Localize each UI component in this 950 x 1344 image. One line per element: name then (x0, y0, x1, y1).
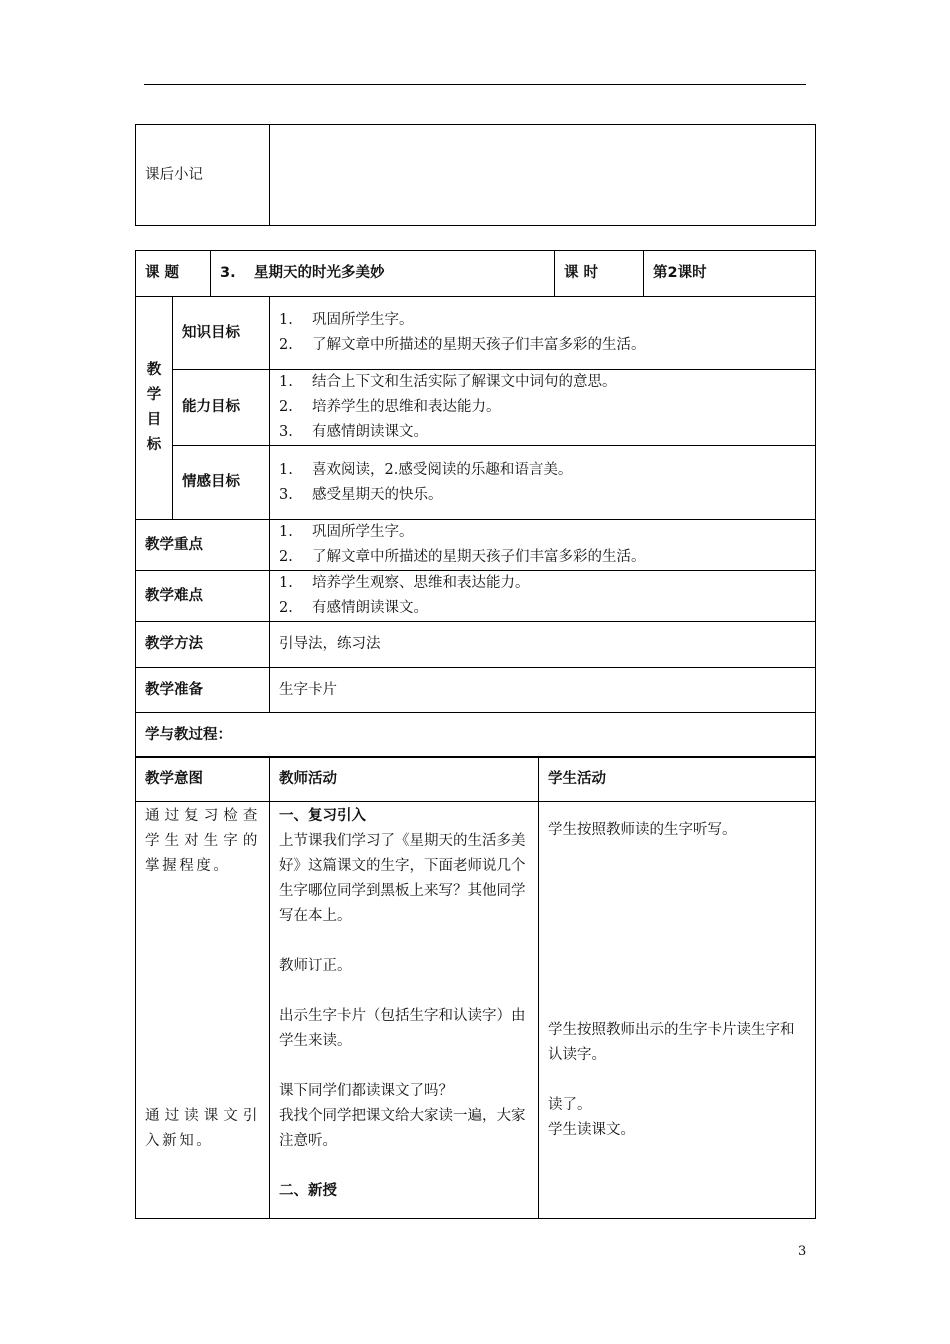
item-text: 结合上下文和生活实际了解课文中词句的意思。 (312, 374, 617, 390)
ability-objective-list (270, 370, 816, 446)
topic-number: 3. (220, 265, 236, 281)
teacher-para-3: 出示生字卡片（包括生字和认读字）由学生来读。 (279, 1008, 526, 1049)
after-class-table (135, 124, 816, 226)
objectives-char-4: 标 (146, 437, 162, 453)
key-points-row (136, 520, 816, 571)
item-number: 2. (279, 399, 293, 415)
list-item (279, 333, 806, 358)
list-item (279, 395, 806, 420)
header-rule (144, 84, 806, 85)
topic-title (211, 251, 555, 297)
preparation-row (136, 668, 816, 713)
teacher-para-1: 上节课我们学习了《星期天的生活多美好》这篇课文的生字，下面老师说几个生字哪位同学到黑板上来写？其他同学写在本上。 (279, 833, 526, 924)
item-number: 1. (279, 524, 293, 540)
process-body-row (136, 802, 816, 1219)
knowledge-objective-row (136, 297, 816, 370)
intent-1: 通过复习检查学生对生字的掌握程度。 (145, 808, 260, 874)
list-item (279, 420, 806, 445)
item-text: 巩固所学生字。 (312, 312, 414, 328)
objectives-char-1: 教 (146, 362, 162, 378)
preparation-value: 生字卡片 (270, 668, 816, 713)
difficulties-label: 教学难点 (136, 571, 270, 622)
student-cell (539, 802, 816, 1219)
col-teacher-header: 教师活动 (270, 757, 539, 802)
item-text: 有感情朗读课文。 (312, 424, 428, 440)
item-number: 1. (279, 461, 293, 478)
hours-value: 第2课时 (644, 251, 816, 297)
topic-row (136, 251, 816, 297)
difficulties-list (270, 571, 816, 622)
item-number: 1. (279, 312, 293, 328)
objectives-group-label (136, 297, 173, 520)
item-number: 2. (279, 337, 293, 353)
list-item (279, 483, 806, 508)
item-number: 3. (279, 424, 293, 440)
emotion-objective-row (136, 446, 816, 520)
student-activity-4: 学生读课文。 (548, 1122, 635, 1138)
topic-title-text: 星期天的时光多美妙 (254, 265, 385, 281)
item-number: 2. (279, 549, 293, 565)
col-intent-header: 教学意图 (136, 757, 270, 802)
objectives-char-2: 学 (146, 387, 162, 403)
item-text: 巩固所学生字。 (312, 524, 414, 540)
item-text: 喜欢阅读，2.感受阅读的乐趣和语言美。 (312, 461, 573, 478)
teacher-para-2: 教师订正。 (279, 958, 352, 974)
objectives-char-3: 目 (146, 412, 162, 428)
hours-label: 课 时 (555, 251, 644, 297)
student-activity-1: 学生按照教师读的生字听写。 (548, 822, 737, 838)
section-1-title: 一、复习引入 (279, 808, 366, 824)
process-header-row (136, 757, 816, 802)
item-text: 感受星期天的快乐。 (312, 486, 443, 503)
list-item (279, 545, 806, 570)
topic-label: 课 题 (136, 251, 211, 297)
item-text: 培养学生的思维和表达能力。 (312, 399, 501, 415)
key-points-label: 教学重点 (136, 520, 270, 571)
item-text: 了解文章中所描述的星期天孩子们丰富多彩的生活。 (312, 549, 646, 565)
ability-objective-row (136, 370, 816, 446)
student-activity-2: 学生按照教师出示的生字卡片读生字和认读字。 (548, 1022, 795, 1063)
difficulties-row (136, 571, 816, 622)
method-row (136, 622, 816, 668)
lesson-plan-table (135, 250, 816, 758)
preparation-label: 教学准备 (136, 668, 270, 713)
after-class-content (270, 125, 816, 226)
list-item (279, 370, 806, 395)
process-title: 学与教过程： (136, 713, 816, 758)
emotion-objective-label: 情感目标 (173, 446, 270, 520)
list-item (279, 458, 806, 483)
list-item (279, 571, 806, 596)
item-text: 了解文章中所描述的星期天孩子们丰富多彩的生活。 (312, 337, 646, 353)
item-number: 1. (279, 575, 293, 591)
list-item (279, 520, 806, 545)
knowledge-objective-list (270, 297, 816, 370)
knowledge-objective-label: 知识目标 (173, 297, 270, 370)
teacher-para-4a: 课下同学们都读课文了吗？ (279, 1083, 453, 1099)
item-number: 2. (279, 600, 293, 616)
item-text: 培养学生观察、思维和表达能力。 (312, 575, 530, 591)
process-table (135, 756, 816, 1219)
item-number: 1. (279, 374, 293, 390)
process-title-row (136, 713, 816, 758)
intent-cell (136, 802, 270, 1219)
page-number: 3 (798, 1244, 807, 1259)
method-label: 教学方法 (136, 622, 270, 668)
section-2-title: 二、新授 (279, 1183, 337, 1199)
method-value: 引导法，练习法 (270, 622, 816, 668)
teacher-cell (270, 802, 539, 1219)
item-number: 3. (279, 486, 293, 503)
after-class-label: 课后小记 (136, 125, 270, 226)
key-points-list (270, 520, 816, 571)
intent-2: 通过读课文引入新知。 (145, 1108, 260, 1149)
ability-objective-label: 能力目标 (173, 370, 270, 446)
col-student-header: 学生活动 (539, 757, 816, 802)
list-item (279, 596, 806, 621)
emotion-objective-list (270, 446, 816, 520)
list-item (279, 308, 806, 333)
teacher-para-4b: 我找个同学把课文给大家读一遍，大家注意听。 (279, 1108, 526, 1149)
item-text: 有感情朗读课文。 (312, 600, 428, 616)
student-activity-3: 读了。 (548, 1097, 592, 1113)
